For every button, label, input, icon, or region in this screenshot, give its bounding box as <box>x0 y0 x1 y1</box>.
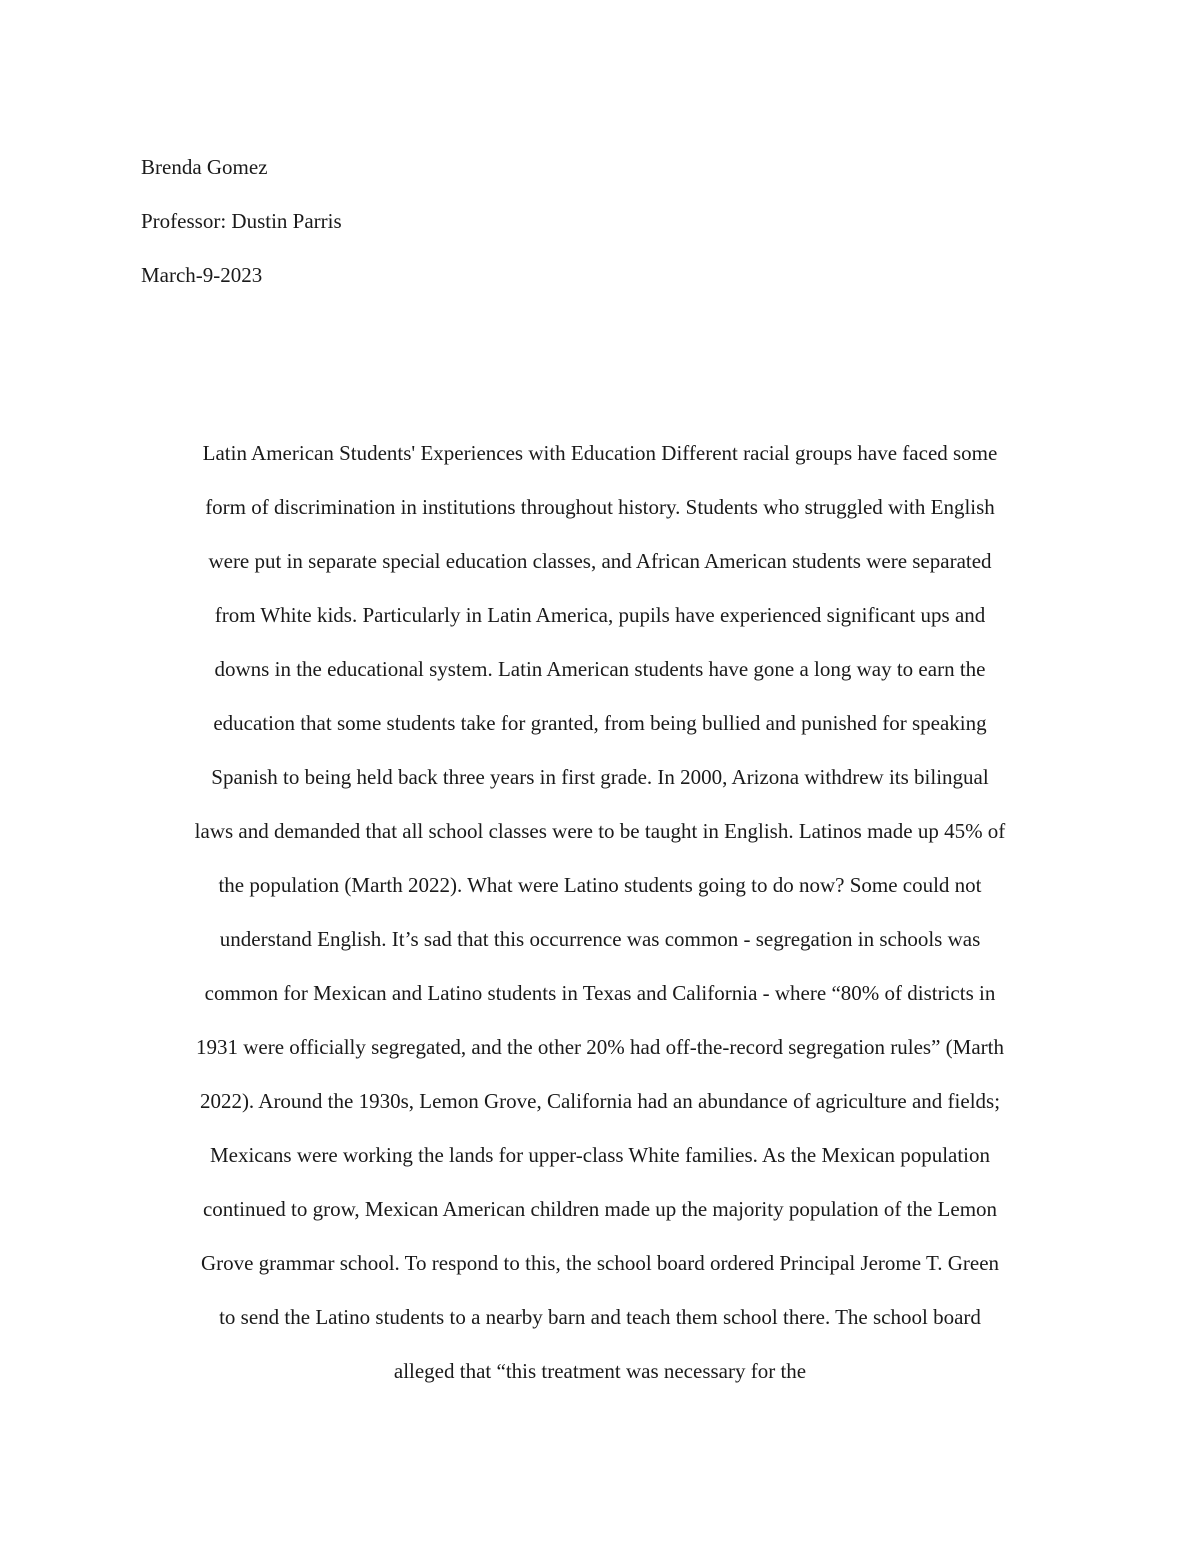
essay-line: Spanish to being held back three years in first grade. In 2000, Arizona withdrew its bilingual <box>211 765 989 789</box>
document-date: March-9-2023 <box>141 263 263 287</box>
essay-body <box>100 426 1100 1398</box>
essay-line: understand English. It’s sad that this occurrence was common - segregation in schools was <box>219 927 981 951</box>
essay-line: downs in the educational system. Latin American students have gone a long way to earn the <box>214 657 986 681</box>
essay-line: alleged that “this treatment was necessary for the <box>393 1359 807 1383</box>
professor-name: Professor: Dustin Parris <box>141 209 342 233</box>
essay-line: 2022). Around the 1930s, Lemon Grove, California had an abundance of agriculture and fields; <box>199 1089 1001 1113</box>
essay-line: were put in separate special education classes, and African American students were separated <box>208 549 992 573</box>
essay-line: to send the Latino students to a nearby barn and teach them school there. The school board <box>219 1305 981 1329</box>
essay-line: Mexicans were working the lands for upper-class White families. As the Mexican population <box>209 1143 991 1167</box>
essay-line: Latin American Students' Experiences with Education Different racial groups have faced some <box>202 441 998 465</box>
essay-line: Grove grammar school. To respond to this, the school board ordered Principal Jerome T. Green <box>200 1251 1000 1275</box>
essay-line: continued to grow, Mexican American children made up the majority population of the Lemon <box>202 1197 998 1221</box>
essay-line: common for Mexican and Latino students in Texas and California - where “80% of districts in <box>204 981 996 1005</box>
document-header <box>141 140 342 302</box>
essay-line: 1931 were officially segregated, and the other 20% had off-the-record segregation rules” (Marth <box>196 1035 1004 1059</box>
essay-line: laws and demanded that all school classes were to be taught in English. Latinos made up 45% of <box>194 819 1006 843</box>
essay-line: the population (Marth 2022). What were Latino students going to do now? Some could not <box>218 873 982 897</box>
author-name: Brenda Gomez <box>141 155 268 179</box>
essay-line: education that some students take for granted, from being bullied and punished for speaking <box>213 711 987 735</box>
essay-line: form of discrimination in institutions throughout history. Students who struggled with English <box>205 495 995 519</box>
essay-line: from White kids. Particularly in Latin America, pupils have experienced significant ups and <box>214 603 986 627</box>
